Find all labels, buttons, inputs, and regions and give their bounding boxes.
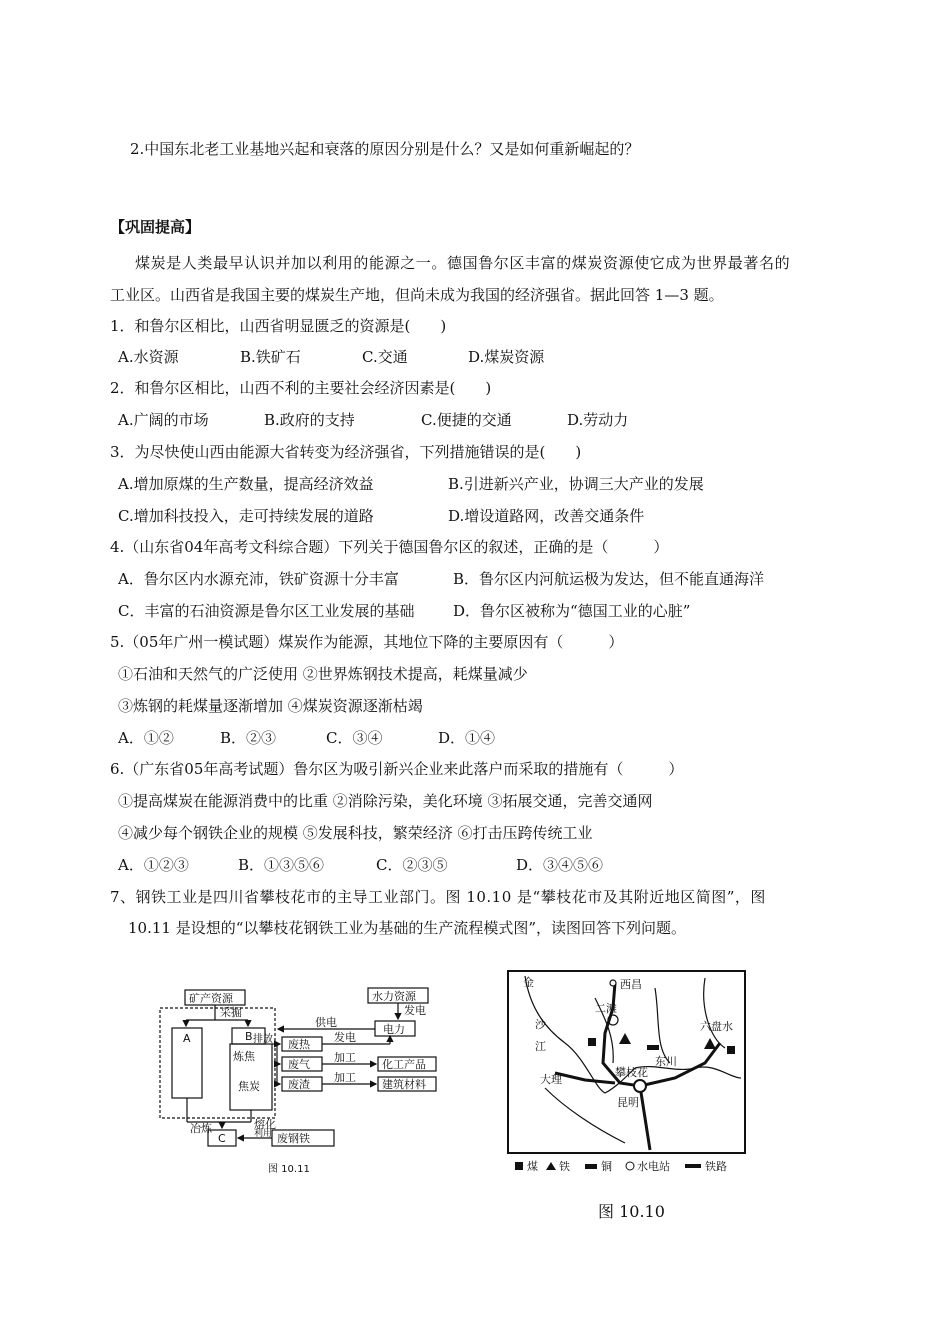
statement-line: ①提高煤炭在能源消费中的比重 ②消除污染，美化环境 ③拓展交通，完善交通网 [118,792,653,810]
flow-label: 化工产品 [382,1058,426,1071]
flow-label: 焦炭 [238,1080,260,1093]
flow-label: 加工 [334,1071,356,1084]
figure-caption: 图 10.11 [268,1164,310,1175]
flow-label: 发电 [404,1004,426,1017]
city-icon [610,980,616,986]
option: B．②③ [220,729,277,747]
place-label: 西昌 [620,978,642,991]
option: D．③④⑤⑥ [516,856,604,874]
coal-legend-icon [515,1162,523,1170]
flow-label: 建筑材料 [382,1078,426,1091]
option: A.广阔的市场 [118,411,209,429]
flow-label: 排放 [253,1034,273,1045]
option: A．①②③ [118,856,189,874]
question-7-stem-cont: 10.11 是设想的“以攀枝花钢铁工业为基础的生产流程模式图”，读图回答下列问题。 [128,919,687,937]
question-7-stem: 7、钢铁工业是四川省攀枝花市的主导工业部门。图 10.10 是“攀枝花市及其附近地区简图”，图 [110,888,766,906]
river-label: 金 [523,976,534,989]
question-6-stem: 6.（广东省05年高考试题）鲁尔区为吸引新兴企业来此落户而采取的措施有（ ） [110,760,684,778]
section-title: 【巩固提高】 [110,218,201,236]
option: C.交通 [362,348,408,366]
passage-line: 工业区。山西省是我国主要的煤炭生产地，但尚未成为我国的经济强省。据此回答 1—3 题。 [110,286,724,304]
iron-icon [619,1033,631,1044]
flow-label: 矿产资源 [189,992,233,1005]
flow-label: 采掘 [220,1006,242,1019]
option: C.增加科技投入，走可持续发展的道路 [118,507,374,525]
question-1-stem: 1．和鲁尔区相比，山西省明显匮乏的资源是( ) [110,317,447,335]
flow-label: A [183,1032,191,1045]
map-legend [515,1159,727,1173]
coal-icon [727,1046,735,1054]
flow-label: 冶炼 [190,1122,212,1135]
option: A．鲁尔区内水源充沛，铁矿资源十分丰富 [118,570,399,588]
option: B.政府的支持 [264,411,355,429]
option: A.水资源 [118,348,179,366]
hydro-legend-icon [626,1162,634,1170]
option: A．①② [118,729,174,747]
flow-label: 熔化 [254,1118,276,1131]
railway-legend-icon [685,1164,701,1168]
figure-caption: 图 10.10 [598,1202,665,1221]
option: D.煤炭资源 [468,348,545,366]
option: D.增设道路网，改善交通条件 [448,507,645,525]
copper-legend-icon [585,1164,597,1169]
option: C.便捷的交通 [421,411,512,429]
flow-label: 废渣 [288,1078,310,1091]
flow-label: 废钢铁 [277,1132,310,1145]
flow-diagram [150,980,450,1180]
option: D．鲁尔区被称为“德国工业的心脏” [453,602,691,620]
coal-icon [588,1038,596,1046]
place-label: 东川 [655,1055,677,1068]
copper-icon [647,1045,659,1050]
flow-label: 加工 [334,1051,356,1064]
river-label: 江 [535,1040,546,1053]
river-label: 沙 [535,1018,546,1031]
place-label: 二滩 [595,1002,617,1015]
option: B.铁矿石 [240,348,301,366]
statement-line: ④减少每个钢铁企业的规模 ⑤发展科技，繁荣经济 ⑥打击压跨传统工业 [118,824,593,842]
flow-label: 利用 [254,1129,273,1139]
place-label: 攀枝花 [615,1066,648,1079]
place-label: 昆明 [617,1096,639,1109]
legend-label: 铜 [601,1160,612,1173]
question-3-stem: 3．为尽快使山西由能源大省转变为经济强省，下列措施错误的是( ) [110,443,582,461]
iron-icon [704,1038,716,1049]
place-label: 大理 [540,1073,562,1086]
option: B.引进新兴产业，协调三大产业的发展 [448,475,704,493]
question-5-stem: 5.（05年广州一模试题）煤炭作为能源，其地位下降的主要原因有（ ） [110,633,624,651]
legend-label: 铁路 [705,1160,727,1173]
map [505,968,755,1178]
city-icon [634,1080,646,1092]
flow-label: 水力资源 [372,990,416,1003]
map-frame [508,971,745,1153]
place-label: 六盘水 [700,1020,733,1033]
legend-label: 煤 [527,1160,538,1173]
legend-label: 水电站 [637,1160,670,1173]
option: B．鲁尔区内河航运极为发达，但不能直通海洋 [453,570,765,588]
flow-diagram-figure [150,980,450,1180]
iron-legend-icon [546,1162,556,1170]
option: C．②③⑤ [376,856,448,874]
dashed-boundary [160,1008,275,1118]
flow-label: C [218,1132,226,1145]
option: C．丰富的石油资源是鲁尔区工业发展的基础 [118,602,415,620]
flow-label: 废热 [288,1038,310,1051]
option: A.增加原煤的生产数量，提高经济效益 [118,475,374,493]
option: B．①③⑤⑥ [238,856,325,874]
passage-line: 煤炭是人类最早认识并加以利用的能源之一。德国鲁尔区丰富的煤炭资源使它成为世界最著名的 [135,254,791,272]
flow-label: 发电 [334,1031,356,1044]
option: C．③④ [326,729,383,747]
flow-label: 电力 [383,1023,405,1036]
question-intro: 2.中国东北老工业基地兴起和衰落的原因分别是什么？又是如何重新崛起的？ [130,140,640,158]
flow-label: 废气 [288,1058,310,1071]
flow-label: 供电 [315,1016,337,1029]
statement-line: ①石油和天然气的广泛使用 ②世界炼钢技术提高，耗煤量减少 [118,665,528,683]
statement-line: ③炼钢的耗煤量逐渐增加 ④煤炭资源逐渐枯竭 [118,697,423,715]
option: D．①④ [438,729,496,747]
question-2-stem: 2．和鲁尔区相比，山西不利的主要社会经济因素是( ) [110,379,492,397]
legend-label: 铁 [559,1160,570,1173]
map-figure [505,968,755,1178]
option: D.劳动力 [567,411,629,429]
flow-label: 炼焦 [233,1050,255,1063]
question-4-stem: 4.（山东省04年高考文科综合题）下列关于德国鲁尔区的叙述，正确的是（ ） [110,538,669,556]
flow-label: B [245,1030,253,1043]
